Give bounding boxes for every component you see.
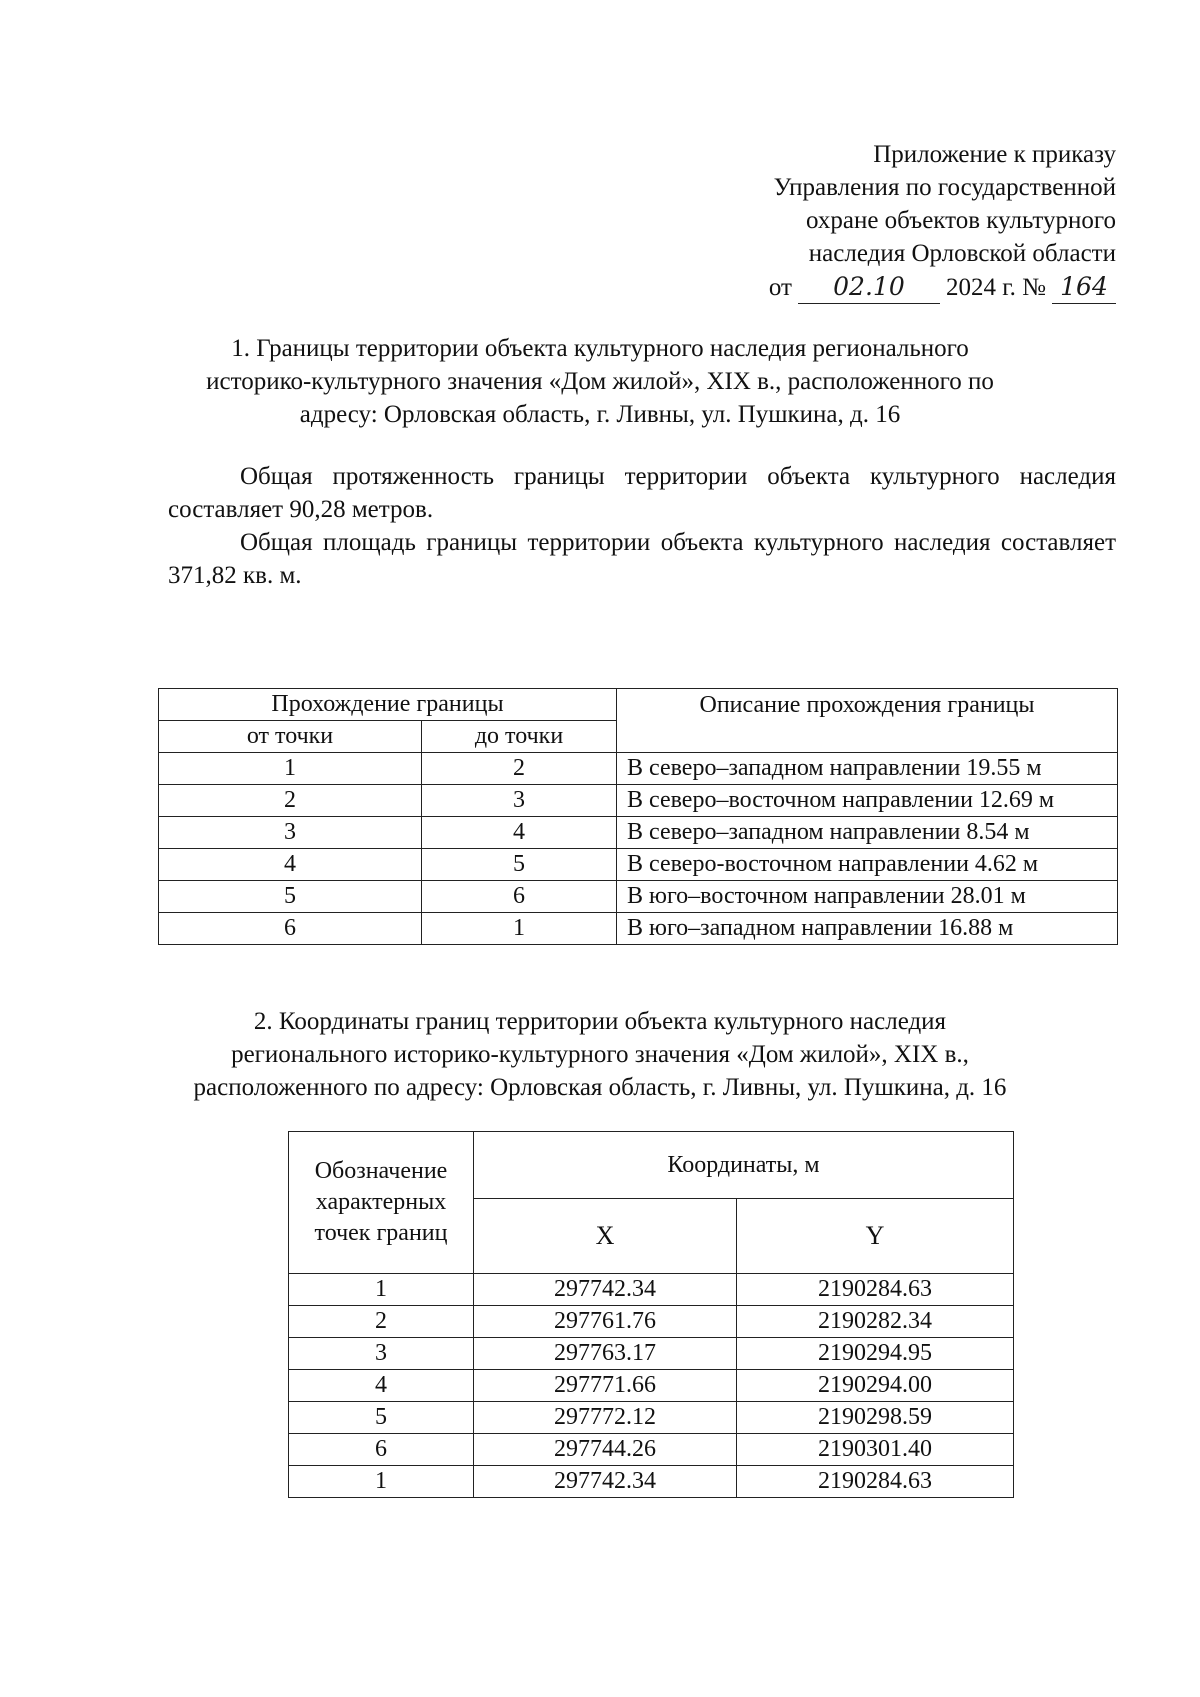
section-1-title-line-1: 1. Границы территории объекта культурного наследия регионального: [231, 335, 969, 362]
from-point-cell: 6: [159, 913, 422, 945]
header-line-1: Приложение к приказу: [873, 141, 1116, 168]
y-cell: 2190284.63: [737, 1466, 1014, 1498]
table-row: [289, 1306, 1014, 1338]
table-row: [159, 881, 1118, 913]
x-cell: 297763.17: [474, 1338, 737, 1370]
description-cell: В юго–западном направлении 16.88 м: [617, 913, 1118, 945]
x-cell: 297772.12: [474, 1402, 737, 1434]
coordinates-header: Координаты, м: [474, 1132, 1014, 1199]
x-cell: 297744.26: [474, 1434, 737, 1466]
table-row: [289, 1434, 1014, 1466]
table-row: [159, 849, 1118, 881]
boundary-length-text: Общая протяженность границы территории объекта культурного наследия составляет 90,28 метров.: [168, 463, 1116, 523]
year-number-label: 2024 г. №: [945, 274, 1046, 301]
y-cell: 2190294.95: [737, 1338, 1014, 1370]
from-point-header: от точки: [159, 721, 422, 753]
table-row: [289, 1466, 1014, 1498]
from-point-cell: 5: [159, 881, 422, 913]
point-cell: 1: [289, 1466, 474, 1498]
table-row: [159, 785, 1118, 817]
description-cell: В северо–западном направлении 19.55 м: [617, 753, 1118, 785]
from-point-cell: 1: [159, 753, 422, 785]
point-cell: 6: [289, 1434, 474, 1466]
from-point-cell: 2: [159, 785, 422, 817]
table-row: [159, 817, 1118, 849]
header-line-3: охране объектов культурного: [805, 207, 1116, 234]
section-1-title: [150, 332, 1050, 431]
passage-header: Прохождение границы: [159, 689, 617, 721]
x-cell: 297761.76: [474, 1306, 737, 1338]
from-point-cell: 4: [159, 849, 422, 881]
header-line-2: Управления по государственной: [773, 174, 1116, 201]
table-header-row: [159, 689, 1118, 721]
description-cell: В юго–восточном направлении 28.01 м: [617, 881, 1118, 913]
point-cell: 2: [289, 1306, 474, 1338]
section-2-title-line-3: расположенного по адресу: Орловская область, г. Ливны, ул. Пушкина, д. 16: [193, 1074, 1007, 1101]
section-2-title: [150, 1005, 1050, 1104]
x-header: X: [474, 1199, 737, 1274]
description-cell: В северо–западном направлении 8.54 м: [617, 817, 1118, 849]
boundary-length-paragraph: [168, 460, 1116, 526]
point-label-header: Обозначение характерных точек границ: [289, 1132, 474, 1274]
to-point-header: до точки: [422, 721, 617, 753]
y-cell: 2190282.34: [737, 1306, 1014, 1338]
y-header: Y: [737, 1199, 1014, 1274]
section-2-title-line-2: регионального историко-культурного значения «Дом жилой», XIX в.,: [231, 1041, 969, 1068]
description-cell: В северо-восточном направлении 4.62 м: [617, 849, 1118, 881]
point-cell: 5: [289, 1402, 474, 1434]
boundary-passage-table: [158, 688, 1118, 945]
description-header: Описание прохождения границы: [617, 689, 1118, 753]
handwritten-date: 02.10: [798, 270, 940, 304]
to-point-cell: 2: [422, 753, 617, 785]
section-2-title-line-1: 2. Координаты границ территории объекта культурного наследия: [253, 1008, 947, 1035]
table-header-row: [289, 1132, 1014, 1199]
point-cell: 4: [289, 1370, 474, 1402]
to-point-cell: 5: [422, 849, 617, 881]
to-point-cell: 1: [422, 913, 617, 945]
table-row: [289, 1274, 1014, 1306]
point-cell: 1: [289, 1274, 474, 1306]
x-cell: 297742.34: [474, 1274, 737, 1306]
table-row: [289, 1338, 1014, 1370]
y-cell: 2190298.59: [737, 1402, 1014, 1434]
table-row: [159, 753, 1118, 785]
table-row: [159, 913, 1118, 945]
section-1-title-line-3: адресу: Орловская область, г. Ливны, ул. Пушкина, д. 16: [299, 401, 901, 428]
x-cell: 297742.34: [474, 1466, 737, 1498]
handwritten-order-number: 164: [1052, 270, 1116, 304]
y-cell: 2190301.40: [737, 1434, 1014, 1466]
point-cell: 3: [289, 1338, 474, 1370]
to-point-cell: 6: [422, 881, 617, 913]
description-cell: В северо–восточном направлении 12.69 м: [617, 785, 1118, 817]
y-cell: 2190284.63: [737, 1274, 1014, 1306]
from-point-cell: 3: [159, 817, 422, 849]
order-date-number-line: [640, 270, 1116, 304]
section-1-title-line-2: историко-культурного значения «Дом жилой», XIX в., расположенного по: [206, 368, 994, 395]
table-row: [289, 1370, 1014, 1402]
header-line-4: наследия Орловской области: [808, 240, 1116, 267]
y-cell: 2190294.00: [737, 1370, 1014, 1402]
boundary-area-text: Общая площадь границы территории объекта культурного наследия составляет 371,82 кв. м.: [168, 529, 1116, 589]
to-point-cell: 3: [422, 785, 617, 817]
from-label: от: [768, 274, 792, 301]
appendix-header: [640, 138, 1116, 304]
x-cell: 297771.66: [474, 1370, 737, 1402]
table-row: [289, 1402, 1014, 1434]
to-point-cell: 4: [422, 817, 617, 849]
coordinates-table: [288, 1131, 1014, 1498]
boundary-area-paragraph: [168, 526, 1116, 592]
